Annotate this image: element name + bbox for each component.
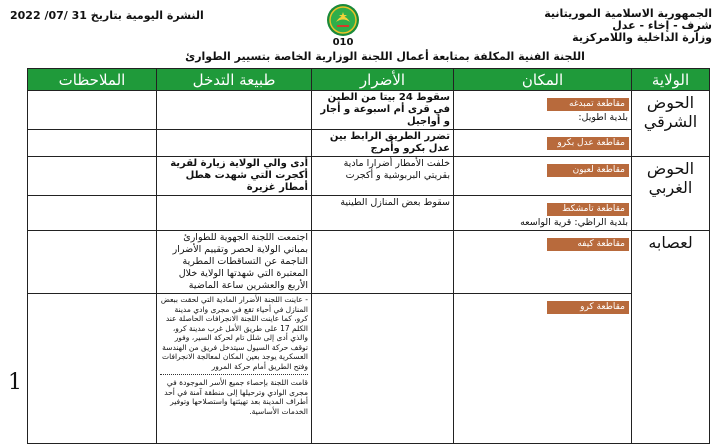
emergency-report-table	[27, 68, 710, 444]
damage-cell	[312, 130, 454, 157]
district-tag: مقاطعة تمبدغه	[547, 98, 629, 111]
district-tag: مقاطعة لعيون	[547, 164, 629, 177]
intervention-cell	[157, 157, 312, 196]
place-text: بلدية الراظي: قرية الواسعه	[520, 217, 628, 228]
place-cell	[454, 130, 632, 157]
header-damage: الأضرار	[312, 69, 454, 91]
header-notes: الملاحظات	[28, 69, 157, 91]
national-seal-icon	[326, 3, 360, 37]
damage-cell	[312, 196, 454, 231]
motto: شرف - إخاء - عدل	[612, 19, 712, 32]
intervention-text-2: قامت اللجنة بإحصاء جميع الأسر الموجودة في مجرى الوادي وترحيلها إلى منطقة آمنة في أحد أطراف المدينة بعد تهيئتها واستصلاحها وتوفير الخدمات الأساسية.	[164, 378, 308, 416]
notes-cell	[28, 196, 157, 231]
damage-cell	[312, 231, 454, 294]
district-tag: مقاطعة كيفه	[547, 238, 629, 251]
place-cell	[454, 231, 632, 294]
district-tag: مقاطعة كرو	[547, 301, 629, 314]
notes-cell	[28, 157, 157, 196]
table-row	[28, 130, 710, 157]
header-state: الولاية	[632, 69, 710, 91]
page-number: 1	[8, 370, 22, 395]
intervention-cell	[157, 196, 312, 231]
notes-cell	[28, 231, 157, 294]
damage-cell	[312, 157, 454, 196]
damage-cell	[312, 91, 454, 130]
intervention-text: - عاينت اللجنة الأضرار المادية التي لحقت ببعض المنازل في أحياء تقع في مجرى وادي مدينة كرو، كما عاينت اللجنة الانجرافات الحاصلة عند الكلم 17 على طريق الأمل غرب مدينة كرو، والذي أدى إلى شلل تام لحركة السير، وفور توقف حركة السيول سيتدخل فريق من الهندسة العسكرية يوجد بعين المكان لمعالجة الانجرافات وفتح الطريق أمام حركة المرور	[160, 295, 308, 371]
state-cell: الحوض الشرقي	[632, 91, 710, 157]
bulletin-date: النشرة اليومية بتاريخ 31 /07/ 2022	[10, 9, 204, 22]
state-cell: لعصابه	[632, 231, 710, 444]
republic-header	[502, 8, 712, 44]
damage-cell	[312, 294, 454, 444]
district-tag: مقاطعة عدل بكرو	[547, 137, 629, 150]
notes-cell	[28, 91, 157, 130]
document-title: اللجنة الفنية المكلفة بمتابعة أعمال اللجنة الوزارية الخاصة بتسيير الطوارئ	[185, 50, 585, 63]
intervention-cell	[157, 294, 312, 444]
reference-number: 010	[332, 37, 354, 48]
notes-cell	[28, 294, 157, 444]
damage-text: خلفت الأمطار أضرارا مادية بقريتي البربوشية و أكجرت	[343, 158, 450, 181]
intervention-cell	[157, 91, 312, 130]
intervention-cell	[157, 231, 312, 294]
table-row	[28, 196, 710, 231]
intervention-cell	[157, 130, 312, 157]
place-text: بلدية اطويل:	[578, 112, 628, 123]
table-row	[28, 294, 710, 444]
place-cell	[454, 91, 632, 130]
damage-text: سقوط 24 بيتا من الطين في قرى أم اسبوعة و أجار و أواجيل	[320, 92, 450, 127]
district-tag: مقاطعة تامشكط	[547, 203, 629, 216]
place-cell	[454, 294, 632, 444]
header-intervention: طبيعة التدخل	[157, 69, 312, 91]
table-header-row	[28, 69, 710, 91]
place-cell	[454, 196, 632, 231]
divider	[160, 374, 308, 375]
notes-cell	[28, 130, 157, 157]
table-row	[28, 157, 710, 196]
state-cell: الحوض الغربي	[632, 157, 710, 231]
damage-text: سقوط بعض المنازل الطينية	[340, 197, 450, 208]
table-row	[28, 231, 710, 294]
intervention-text: اجتمعت اللجنة الجهوية للطوارئ بمباني الولاية لحصر وتقييم الأضرار الناجمة عن التساقطات المطرية المعتبرة التي شهدتها الولاية خلال الأربع والعشرين ساعة الماضية	[172, 232, 308, 291]
republic-name: الجمهورية الاسلامية الموريتانية	[544, 7, 712, 20]
intervention-text: أدى والي الولاية زيارة لقرية أكجرت التي شهدت هطل أمطار غزيرة	[170, 158, 308, 193]
header-place: المكان	[454, 69, 632, 91]
place-cell	[454, 157, 632, 196]
ministry-name: وزارة الداخلية واللامركزية	[572, 31, 712, 44]
table-row	[28, 91, 710, 130]
damage-text: تضرر الطريق الرابط بين عدل بكرو وأمرج	[329, 131, 450, 154]
